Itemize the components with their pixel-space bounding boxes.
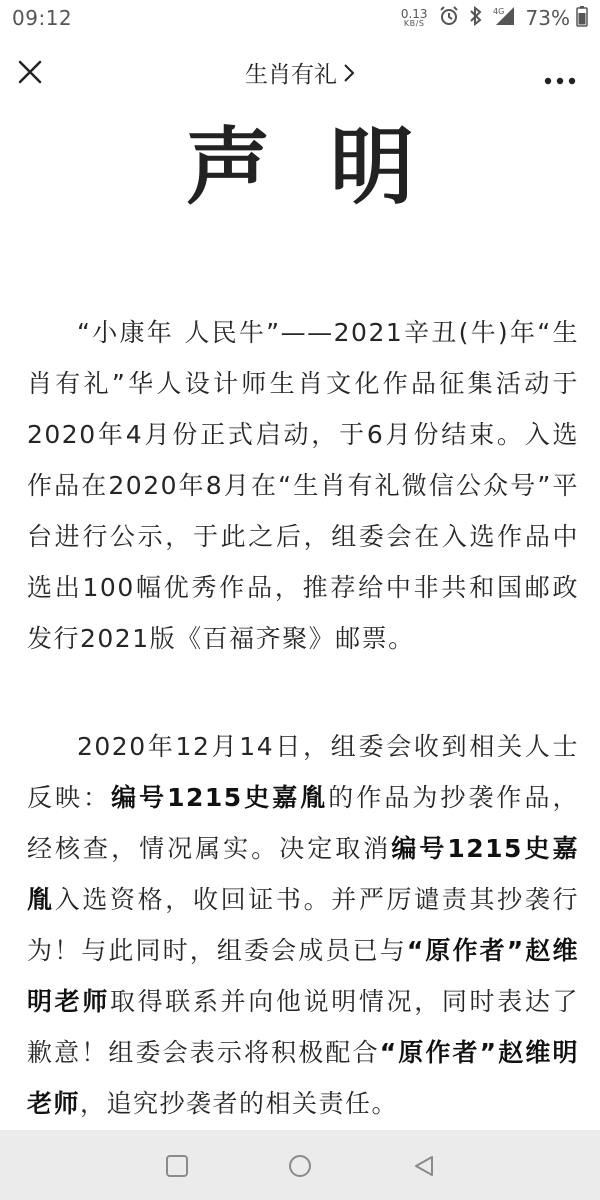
network-label: 4G: [492, 7, 504, 16]
back-icon[interactable]: [412, 1154, 436, 1178]
alarm-icon: [438, 5, 460, 31]
status-time: 09:12: [12, 6, 73, 30]
paragraph-text: 2020年12月14日，组委会收到相关人士反映：: [27, 732, 579, 812]
bold-highlight: 编号1215史嘉胤: [111, 783, 329, 812]
article-heading: 声明: [185, 118, 474, 216]
signal-icon: [492, 5, 518, 31]
more-icon[interactable]: [544, 70, 576, 78]
net-speed-unit: KB/S: [403, 19, 425, 28]
chevron-right-icon: [343, 63, 355, 89]
bold-highlight: “原作者”赵维明老师: [27, 936, 579, 1016]
nav-title-text: 生肖有礼: [245, 62, 337, 88]
paragraph-text: 的作品为抄袭作品，经核查，情况属实。决定取消: [27, 783, 579, 863]
status-icons: [401, 4, 588, 32]
paragraph-text: ，追究抄袭者的相关责任。: [80, 1089, 399, 1118]
nav-bar: [0, 36, 600, 108]
bluetooth-icon: [468, 5, 484, 31]
status-bar: [0, 0, 600, 36]
article-content: [0, 108, 600, 1130]
bold-highlight: “原作者”赵维明老师: [27, 1038, 579, 1118]
battery-percent: 73%: [525, 6, 570, 30]
bold-highlight: 编号1215史嘉胤: [27, 834, 579, 914]
paragraph-text: 入选资格，收回证书。并严厉谴责其抄袭行为！与此同时，组委会成员已与: [27, 885, 579, 965]
article-paragraph-1: “小康年 人民牛”——2021辛丑(牛)年“生肖有礼”华人设计师生肖文化作品征集活动于2020年4月份正式启动，于6月份结束。入选作品在2020年8月在“生肖有礼微信公众号”平台进行公示，于此之后，组委会在入选作品中选出100幅优秀作品，推荐给中非共和国邮政发行2021版《百福齐聚》邮票。: [27, 318, 579, 653]
recent-apps-icon[interactable]: [165, 1154, 189, 1178]
net-speed: [401, 8, 428, 28]
system-nav-bar: [0, 1130, 600, 1200]
home-icon[interactable]: [288, 1154, 312, 1178]
article-paragraph-2: [27, 721, 579, 1129]
nav-title[interactable]: [0, 56, 600, 89]
battery-icon: [576, 5, 588, 31]
paragraph-text: 取得联系并向他说明情况，同时表达了歉意！组委会表示将积极配合: [27, 987, 579, 1067]
net-speed-value: 0.13: [400, 7, 428, 21]
